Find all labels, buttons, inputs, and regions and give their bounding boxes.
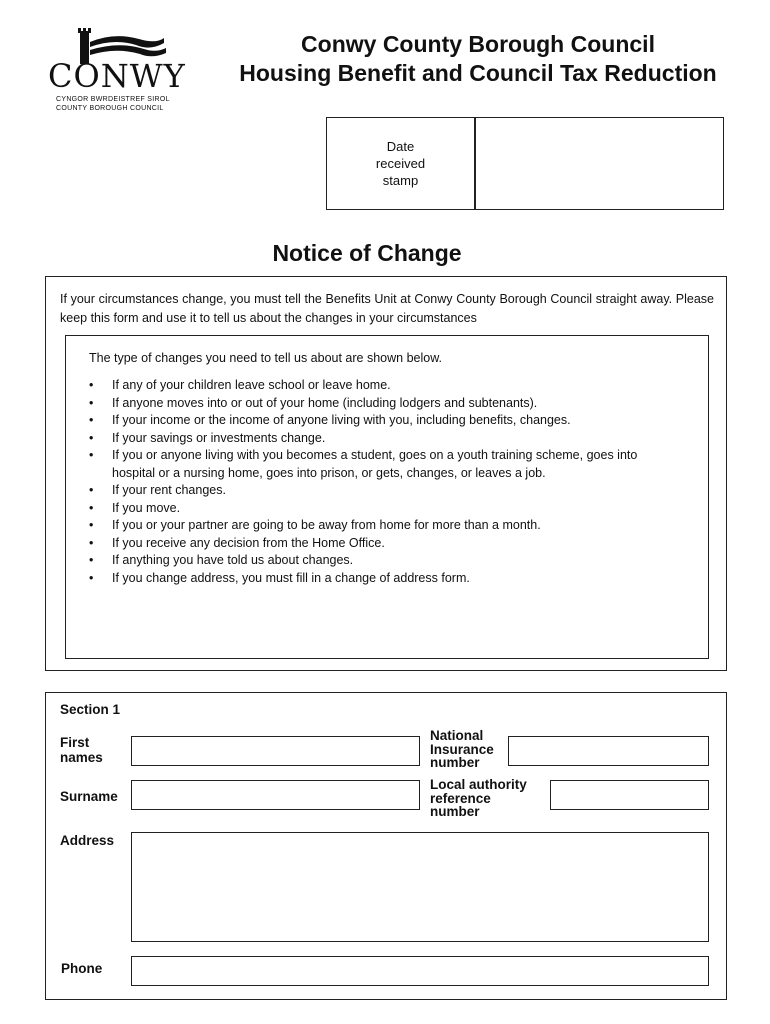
ni-number-label: National Insurance number <box>430 728 494 770</box>
notice-box <box>45 276 727 671</box>
bullet-icon: • <box>89 518 94 532</box>
bullet-icon: • <box>89 413 94 427</box>
change-item <box>87 412 647 430</box>
logo-wordmark: CONWY <box>48 57 186 95</box>
form-title: Housing Benefit and Council Tax Reduction <box>239 60 717 86</box>
bullet-icon: • <box>89 553 94 567</box>
change-item <box>87 535 647 553</box>
address-label: Address <box>60 833 115 848</box>
section-heading: Section 1 <box>60 702 121 717</box>
change-item <box>87 552 647 570</box>
change-item <box>87 482 647 500</box>
bullet-icon: • <box>89 378 94 392</box>
change-item-text: If you move. <box>112 500 181 515</box>
change-item <box>87 500 647 518</box>
change-item-text: If your rent changes. <box>112 483 226 497</box>
change-item-text: If any of your children leave school or leave home. <box>112 378 391 392</box>
bullet-icon: • <box>89 500 94 515</box>
stamp-divider <box>474 118 476 209</box>
change-item <box>87 447 647 482</box>
notice-intro: If your circumstances change, you must tell the Benefits Unit at Conwy County Borough Council straight away. Please keep this form and use it to tell us about the changes in your circumstances <box>60 292 714 325</box>
change-item-text: If you or your partner are going to be away from home for more than a month. <box>112 518 541 532</box>
ni-number-field[interactable] <box>508 736 709 766</box>
change-item-text: If anyone moves into or out of your home (including lodgers and subtenants). <box>112 395 538 410</box>
bullet-icon: • <box>89 483 94 497</box>
stamp-label: Date received stamp <box>375 139 426 188</box>
change-item <box>87 377 647 395</box>
change-item <box>87 517 647 535</box>
logo-subline-welsh: CYNGOR BWRDEISTREF SIROL <box>56 96 170 103</box>
bullet-icon: • <box>89 570 94 585</box>
change-item-text: If your savings or investments change. <box>112 430 326 445</box>
change-item-text: If you change address, you must fill in a change of address form. <box>112 570 470 585</box>
changes-list <box>87 377 647 587</box>
change-item-text: If you receive any decision from the Home Office. <box>112 535 385 550</box>
changes-intro: The type of changes you need to tell us about are shown below. <box>89 351 443 365</box>
changes-box <box>65 335 709 659</box>
council-title: Conwy County Borough Council <box>301 31 655 57</box>
la-reference-label: Local authority reference number <box>430 777 527 819</box>
phone-label: Phone <box>61 961 103 976</box>
bullet-icon: • <box>89 448 94 462</box>
surname-field[interactable] <box>131 780 420 810</box>
address-field[interactable] <box>131 832 709 942</box>
bullet-icon: • <box>89 535 94 550</box>
first-names-label: First names <box>60 735 103 765</box>
notice-title: Notice of Change <box>272 240 462 266</box>
bullet-icon: • <box>89 430 94 445</box>
section-1 <box>45 692 727 1000</box>
bullet-icon: • <box>89 395 94 410</box>
first-names-field[interactable] <box>131 736 420 766</box>
change-item-text: If you or anyone living with you becomes a student, goes on a youth training scheme, goes into hospital or a nursing home, goes into prison, or gets, changes, or leaves a job. <box>112 448 638 480</box>
change-item <box>87 570 647 588</box>
logo-subline-english: COUNTY BOROUGH COUNCIL <box>56 105 164 112</box>
surname-label: Surname <box>60 789 118 804</box>
date-received-stamp-box <box>326 117 724 210</box>
change-item-text: If your income or the income of anyone living with you, including benefits, changes. <box>112 413 571 427</box>
change-item <box>87 395 647 413</box>
change-item-text: If anything you have told us about changes. <box>112 553 354 567</box>
change-item <box>87 430 647 448</box>
phone-field[interactable] <box>131 956 709 986</box>
council-logo <box>44 26 189 118</box>
la-reference-field[interactable] <box>550 780 709 810</box>
